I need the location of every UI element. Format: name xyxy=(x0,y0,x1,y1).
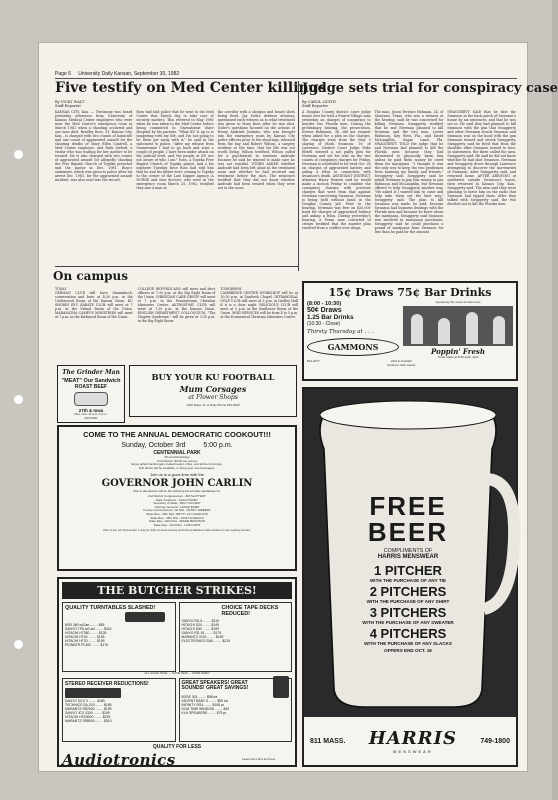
candidate-line: 2nd District Congressman...JIM SLATTERY xyxy=(148,493,206,498)
free-label: FREE xyxy=(369,491,447,521)
ad-democratic-cookout xyxy=(57,425,297,571)
binder-hole xyxy=(14,150,23,159)
cookout-place: CENTENNIAL PARK xyxy=(153,450,201,456)
ad-item: ROAST BEEF xyxy=(74,384,108,390)
drink-line: (8:00 - 10:30) xyxy=(307,301,342,307)
newspaper-page xyxy=(38,42,558,772)
on-campus-column: TOMORROW CAMBRIDGE CENTER WORKSHOP will be at 10:30 p.m. in Danforth Chapel. INTRAMURAL GOLF CLUB will meet at 3 p.m. in Lindley Hall if it is a clear night. RELIGIOUS CLUB will meet at 3 p.m. in the Sunflower Room of the Union. MINI-SERVICES will be from 4 to 5 p.m. at the Ecumenical Christian Ministries Center. xyxy=(220,287,299,319)
tape-decks-box xyxy=(179,602,293,672)
headline: Five testify on Med Center killings xyxy=(55,80,327,96)
bar-phone: 843-2977 xyxy=(307,359,320,364)
column-rule xyxy=(298,81,299,271)
drink-line: Thirsty Thursday at . . . xyxy=(307,329,374,335)
section-rule xyxy=(55,266,298,267)
band-photo xyxy=(403,306,513,346)
ad-title: COME TO THE ANNUAL DEMOCRATIC COOKOUT!!! xyxy=(83,430,271,439)
binder-hole xyxy=(14,640,23,649)
offer-end: OFFERS END OCT. 16 xyxy=(384,648,432,653)
price-line: INFINITY RS4 ........ $108 pr xyxy=(181,702,225,707)
butcher-bottom-row xyxy=(62,678,292,742)
price-line: SANYO RD-15 ........ $179 xyxy=(181,631,222,636)
cookout-time: 5:00 p.m. xyxy=(203,442,233,449)
story-conspiracy xyxy=(302,81,558,281)
receivers-box xyxy=(62,678,176,742)
compliments-label: COMPLIMENTS OF xyxy=(383,548,433,554)
ad-slogan: "MEAT" Our Sandwich xyxy=(61,378,121,384)
logo-sub: MENSWEAR xyxy=(393,749,433,754)
price-line: SANYO TP6 w/Cart ........ $119 xyxy=(65,627,112,632)
cookout-when xyxy=(65,442,289,449)
offer-quantity: 1 PITCHER xyxy=(374,563,442,578)
candidate-line: State Rep...45th Dist...JOHN SOLBACH xyxy=(150,515,204,520)
harris-logo xyxy=(369,728,457,754)
band-panel xyxy=(403,301,513,359)
offer-quantity: 2 PITCHERS xyxy=(369,584,447,599)
beer-text xyxy=(330,493,486,653)
story-columns xyxy=(302,110,516,288)
speaker-list xyxy=(182,695,290,715)
offer-condition: WITH THE PURCHASE OF ANY SHIRT xyxy=(366,599,450,604)
price-line: SANYO RD-5 ........ $119 xyxy=(181,619,219,623)
band-sub: Tonite starts at 8:30 each night xyxy=(437,354,479,359)
ad-butcher-strikes xyxy=(57,577,297,767)
cookout-governor: GOVERNOR JOHN CARLIN xyxy=(101,478,253,490)
box-title: CHOICE TAPE DECKS REDUCED! xyxy=(221,605,279,617)
bar-body xyxy=(307,301,513,359)
candidate-line: State Rep...44th Dist...JESSIE BRANSON xyxy=(148,519,206,524)
on-campus-column: TODAY GERMAN CLUB will have Stammtisch, conversation and beer, at 4:30 p.m. in the Underwood Room of the Kansas Union. KU SHORIN RYU KARATE CLUB will meet at 7 p.m. in the Virtual Room of the Union. MARANATHA CAMPUS MINISTRIES will meet at 7 p.m. in the Kirkwood Room of the Union. xyxy=(55,287,133,319)
appearing-label: Appearing this week at Gammons xyxy=(435,300,481,304)
store-logo: Audiotronics xyxy=(62,750,176,769)
drink-line: 1.25 Bar Drinks xyxy=(307,314,354,321)
butcher-top-row xyxy=(62,602,292,672)
drink-line: (10:30 - Close) xyxy=(307,321,341,327)
spacer xyxy=(483,360,513,367)
offer-quantity: 4 PITCHERS xyxy=(369,626,447,641)
story-columns xyxy=(55,110,295,260)
bar-address: 23rd & Ousdahl Southern Hills Center xyxy=(387,359,416,367)
cookout-join: Join us in a good time with the xyxy=(150,472,204,478)
ad-title: The Grinder Man xyxy=(62,369,120,376)
sandwich-icon xyxy=(74,392,108,406)
ad-grinder-man xyxy=(57,365,125,423)
drink-specials xyxy=(307,301,399,359)
price-line: HITACHI D20 ........ $149 xyxy=(181,623,219,628)
ad-hours: Mon.-Sat. 11 a.m.-9 p.m. xyxy=(74,412,108,416)
ad-address: 27th & Iowa xyxy=(78,408,104,413)
ad-phone: 842-5490 xyxy=(84,415,98,420)
price-line: HITACHI HTA3000 ........ $229 xyxy=(65,714,111,719)
candidate-list xyxy=(65,495,289,527)
price-line: TECHNICS SA-203 ........ $189 xyxy=(65,702,112,707)
speakers-box xyxy=(179,678,293,742)
band-member-figure xyxy=(466,312,478,344)
offer-condition: WITH THE PURCHASE OF ANY TIE xyxy=(369,578,447,583)
on-campus-title: On campus xyxy=(53,269,129,283)
offer-condition: WITH THE PURCHASE OF ANY SWEATER xyxy=(362,620,454,625)
cookout-footer: Plan to join us!! Remember it may be chilly so dress warmly and bring a blanket or lawn chairs for your seating comfort. xyxy=(103,528,251,533)
cookout-menu: Enjoy grilled hamburgers, baked beans, chips, and all the trimmings. xyxy=(131,462,223,467)
quality-line: QUALITY FOR LESS xyxy=(152,743,202,750)
turntables-box xyxy=(62,602,176,672)
band-name: Poppin' Fresh xyxy=(431,346,485,356)
receiver-list xyxy=(65,699,173,724)
ad-gammons-drinks xyxy=(302,281,518,381)
price-line: BSR 360 w/Cart ........ $69 xyxy=(65,623,105,627)
store-address: Lawrence's first and best xyxy=(242,756,276,761)
cookout-date: Sunday, October 3rd xyxy=(121,442,186,449)
tape-deck-list xyxy=(182,619,290,644)
price-line: MARANTZ SR2000 ........ $199 xyxy=(65,706,112,711)
logo-word: HARRIS xyxy=(368,728,458,749)
beer-label: BEER xyxy=(367,517,449,547)
page-label: Page 6 xyxy=(55,71,71,77)
binder-hole xyxy=(14,395,23,404)
gammons-logo: GAMMONS xyxy=(307,338,399,356)
cookout-also: Also in attendance will be the following Democratic candidates for: xyxy=(133,489,221,494)
candidate-line: County Commissioner, 1st Dist...NANCY HIEBERT xyxy=(143,508,211,513)
box-title: QUALITY TURNTABLES SLASHED! xyxy=(65,605,156,611)
byline: By CAROL LICHTI Staff Reporter xyxy=(302,100,336,108)
price-line: HITACHI HT350 ........ $139 xyxy=(65,631,107,636)
headline: Judge sets trial for conspiracy case xyxy=(302,81,558,96)
band-member-figure xyxy=(438,318,450,344)
price-line: BOSE 301 ........ $98 ea xyxy=(181,694,218,699)
story-column: A Douglas County district court judge found over for trial a Prairie Village man yesterday on charges of conspiracy to murder two Florida men. During the preliminary hearing, the prosecution, Steven Robinson, 36, did not request when asked for a plea on the charges. The charges stem from the May 9 slaying of Mark Swanson, 19, of Lawrence. District Court Judge Mike Elwell entered a not guilty plea for Newman and set his trial on the two counts of conspiracy charges for Friday. Newman is scheduled to be tried Oct. 26 on charges of aggravated battery and aiding a felon in connection with Swanson's death. ASSISTANT DISTRICT Attorney Harry Warren said he would make a motion Friday to combine the conspiracy charges with previous charges that were from that against Newman concerning Swanson. Newman is being held without bond in the Douglas County jail. Prior to the hearing, Newman was free on $25,000 bond for charges of aggravated battery and aiding a felon. During yesterday's hearing, a Texan man convicted of crimes testified that the murder plan resulted from a conflict over drugs. xyxy=(302,110,371,230)
ad-free-beer xyxy=(302,387,518,767)
harris-footer xyxy=(304,717,516,765)
price-line: SANYO JCX 2300 ........ $249 xyxy=(65,710,110,715)
price-line: MARANTZ 3740 ........ $169 xyxy=(181,635,224,640)
paper-name: University Daily Kansan, September 30, 1982 xyxy=(78,71,180,77)
byline: By VICKY WALT Staff Reporter xyxy=(55,100,85,108)
candidate-line: State Treasurer...JOAN FINNEY xyxy=(155,497,199,502)
sale-note: ALL SALES FINAL — SOME NEW — SOME DEMO xyxy=(144,671,210,675)
ad-line: at Flower Shops xyxy=(188,394,238,401)
price-line: HITACHI HT20 ........ $199 xyxy=(65,639,105,644)
price-line: PIONEER PL300 ........ $176 xyxy=(65,643,108,648)
on-campus-column: COLLEGE REPUBLICANS will meet and elect officers at 7:30 p.m. at the Big Eight Room of the Union. CHRISTIAN CARE GROUP will meet at 7 p.m. in the Pennsylvania Christian Ministries Center. ASTRONOMY CLUB will meet at 7:30 p.m. at the Kansas Union. ENGLISH DEPARTMENT COLLOQUIUM, "The Chapter Syndrome," will be given at 3:30 p.m. in the Big Eight Room. xyxy=(137,287,216,323)
cookout-contribution: Contribution: $3.00 per person xyxy=(156,458,198,463)
store-label: HARRIS MENSWEAR xyxy=(377,554,439,560)
ad-football-mums xyxy=(129,365,297,417)
harris-phone: 749-1800 xyxy=(480,737,510,745)
ad-headline: 15¢ Draws 75¢ Bar Drinks xyxy=(328,286,492,299)
turntable-list xyxy=(65,623,173,648)
receiver-icon xyxy=(65,688,121,698)
candidate-line: Attorney General...LANCE BURR xyxy=(154,504,200,509)
price-line: HITACHI HT40 ........ $155 xyxy=(65,635,105,640)
story-column: KANSAS CITY, Kan. — Testimony was heard yesterday afternoon from University of Kansas Medical Center employees who were near the Med Center's emergency room in March 1982 when a shooting occurred and one man died. Bradley Ross, 31, Kansas City, Kan., is charged with two counts of homicide and one count of aggravated assault for the shooting deaths of Mary Ellen Cantrell, a Med Center employee, and Ruth Siebelt, a visitor who was waiting for her mother to be treated. He is also charged with two counts of aggravated assault for allegedly shooting the Five Baptist Church of Topeka preacher and the pastor in Dec. 1981. Ross's statement, which was given to police after his arrest Dec. 1981, for the aggravated assault incident, was also read into the record. xyxy=(55,110,133,182)
band-member-figure xyxy=(493,316,505,344)
bar-footer xyxy=(307,360,513,367)
box-title: GREAT SPEAKERS! GREAT SOUNDS! GREAT SAVINGS! xyxy=(181,679,249,692)
candidate-line: State Rep...43rd Dist...LARI DAVIS xyxy=(153,522,201,527)
butcher-footer xyxy=(62,751,292,769)
price-line: HITACHI D50 ........ $199 xyxy=(181,627,219,632)
ad-title: THE BUTCHER STRIKES! xyxy=(62,582,292,599)
drink-line: 50¢ Draws xyxy=(307,307,342,314)
cookout-place-sub: 6th and Rockledge xyxy=(164,455,190,459)
story-column: The man, Jason Terence Hohman, 24, of Shawnee, Texas, who was a witness at the hearing, said he was concerned for killing Newman. Swaggerty testified that he and Newman planned to kill Newman and the two men, Lester Robinson, Key West, Fla., and David McLaughlin, Sugar Land, Fla. SWAGGERTY TOLD the judge that he and Newman had planned to kill the Florida men because they had threatened to physically harm him unless he paid them money he owed them for marijuana. "I thought it was the only way to keep the two gentlemen from harming my family and friends," Swaggerty said. Swaggerty said he asked Newman to pay him money to pay Robinson and McLaughlin, but Newman offered to help Swaggerty another way. "He asked if I wanted him to come and help take them out the best way," Swaggerty said. The plan to kill Swanson was made, he said, because Swanson had business dealings with the Florida men and because he knew about the marijuana. Swaggerty said Swanson was involved in marijuana purchases. Swaggerty said he could purchase a pound of marijuana from Swanson for less than he paid for the amount xyxy=(374,110,444,234)
story-column: SWAGGERTY SAID that he shot the Swanson in the back porch of Swanson's house by six sentences, and that he was out in. He said they had planned to kill Swanson with the gun that Swaggerty and other Newman struck Swanson and Swanson was on the hood with the gun Swanson turned and struck Swaggerty. Swaggerty said he fired that from the shoulder after Swanson turned to face. In statements, the three called the men, Swaggerty said. He said he did not know whether he had shot Swanson. Newman and Swaggerty drove through Lawrence attempting to discover the movements of Swanson. After Swaggerty said, and returned home. AFTER ARRIVING at southwest outside Swanson's house, then returned to Kansas City, Kan., Swaggerty said. The men said they were planning to leave him on the radio that Swanson had tipped them. After they talked with Swaggerty said, the two decided not to kill the Florida men. xyxy=(447,110,517,206)
band-member-figure xyxy=(411,314,423,344)
price-line: KLH SPEAKERS ........ $79 pr xyxy=(181,711,227,716)
box-title: STEREO RECEIVER REDUCTIONS! xyxy=(65,680,149,687)
on-campus-columns xyxy=(55,287,298,365)
cookout-bring: Soft drinks will be available, or bring your own beverages. xyxy=(138,465,216,470)
offer-list xyxy=(330,564,486,646)
ad-line: Mum Corsages xyxy=(179,384,247,394)
story-column: Ross had told police that he went to the Med Center that March day to take care of security matters. This referred to May 1980 when he was taken to the Med Center before being committed to Osawatomie State Hospital by his parents. "What KU is up to is tampering with my life, and I'm not going to let them get away with it," he said in the statement to police. "After my release from Osawatomie I had to go back and start a couple of people. I have been under attack on the judicial level, and the people at KU are not aware of who I am." Ross, a Topeka Free Baptist Church of Topeka pastor, and a his nephews Tuesday Rose Ross had told him that he and his father were coming to Topeka to the corner of the Last Supper Agency. A NURSE and four doctors, who were in the emergency room March 25, 1982, testified they saw a man in xyxy=(136,110,214,190)
price-line: MARANTZ SR8000 ........ $319 xyxy=(65,719,112,724)
price-line: ADVENT BABY II ........ $59 ea xyxy=(181,698,228,703)
offer-quantity: 3 PITCHERS xyxy=(369,605,447,620)
price-line: SANYO DCX 3 ........ $189 xyxy=(65,698,105,703)
candidate-line: State Rep...46th Dist...BETTY JO CHARLTON xyxy=(146,511,208,516)
offer-condition: WITH THE PURCHASE OF ANY SLACKS xyxy=(364,641,452,646)
price-line: DCM TIME WINDOW ........ $49 xyxy=(181,707,230,712)
page-header xyxy=(55,71,517,79)
turntable-icon xyxy=(125,612,165,622)
speaker-icon xyxy=(273,676,289,698)
ad-line: BUY YOUR KU FOOTBALL xyxy=(151,372,275,382)
harris-address: 811 MASS. xyxy=(310,737,346,745)
story-column: the corridor with a shotgun and heard shots being fired. Jay Yoder, defense attorney, questioned each witness as to what treatment was given to Mary Ross after he was shot. Yoder's questions focused on the actions of Henry Andrade Jeukens, who was brought into the emergency room by Kansas City police officers prior to the shootings, released from the bay and Robert Wilson, a surgery resident at the time, that his life was not worth living. Wilson testified. Wilson called for a psychiatrist to evaluate Andrade because he said he wanted to make sure he was not suicidal. YODER ASKED whether Andrade had been left alone in the treatment room and whether he had received any treatment before the shot. The witnesses testified that they did not know whether Andrade had been treated when they were not in the room. xyxy=(217,110,295,190)
ad-info: 1006 Mass. St. & Daily Phone 843-0000 xyxy=(186,403,240,407)
candidate-line: Secretary of State...BILLY McCRAY xyxy=(153,501,201,506)
price-line: ELECTRONICS SA9 ........ $215 xyxy=(181,639,230,644)
